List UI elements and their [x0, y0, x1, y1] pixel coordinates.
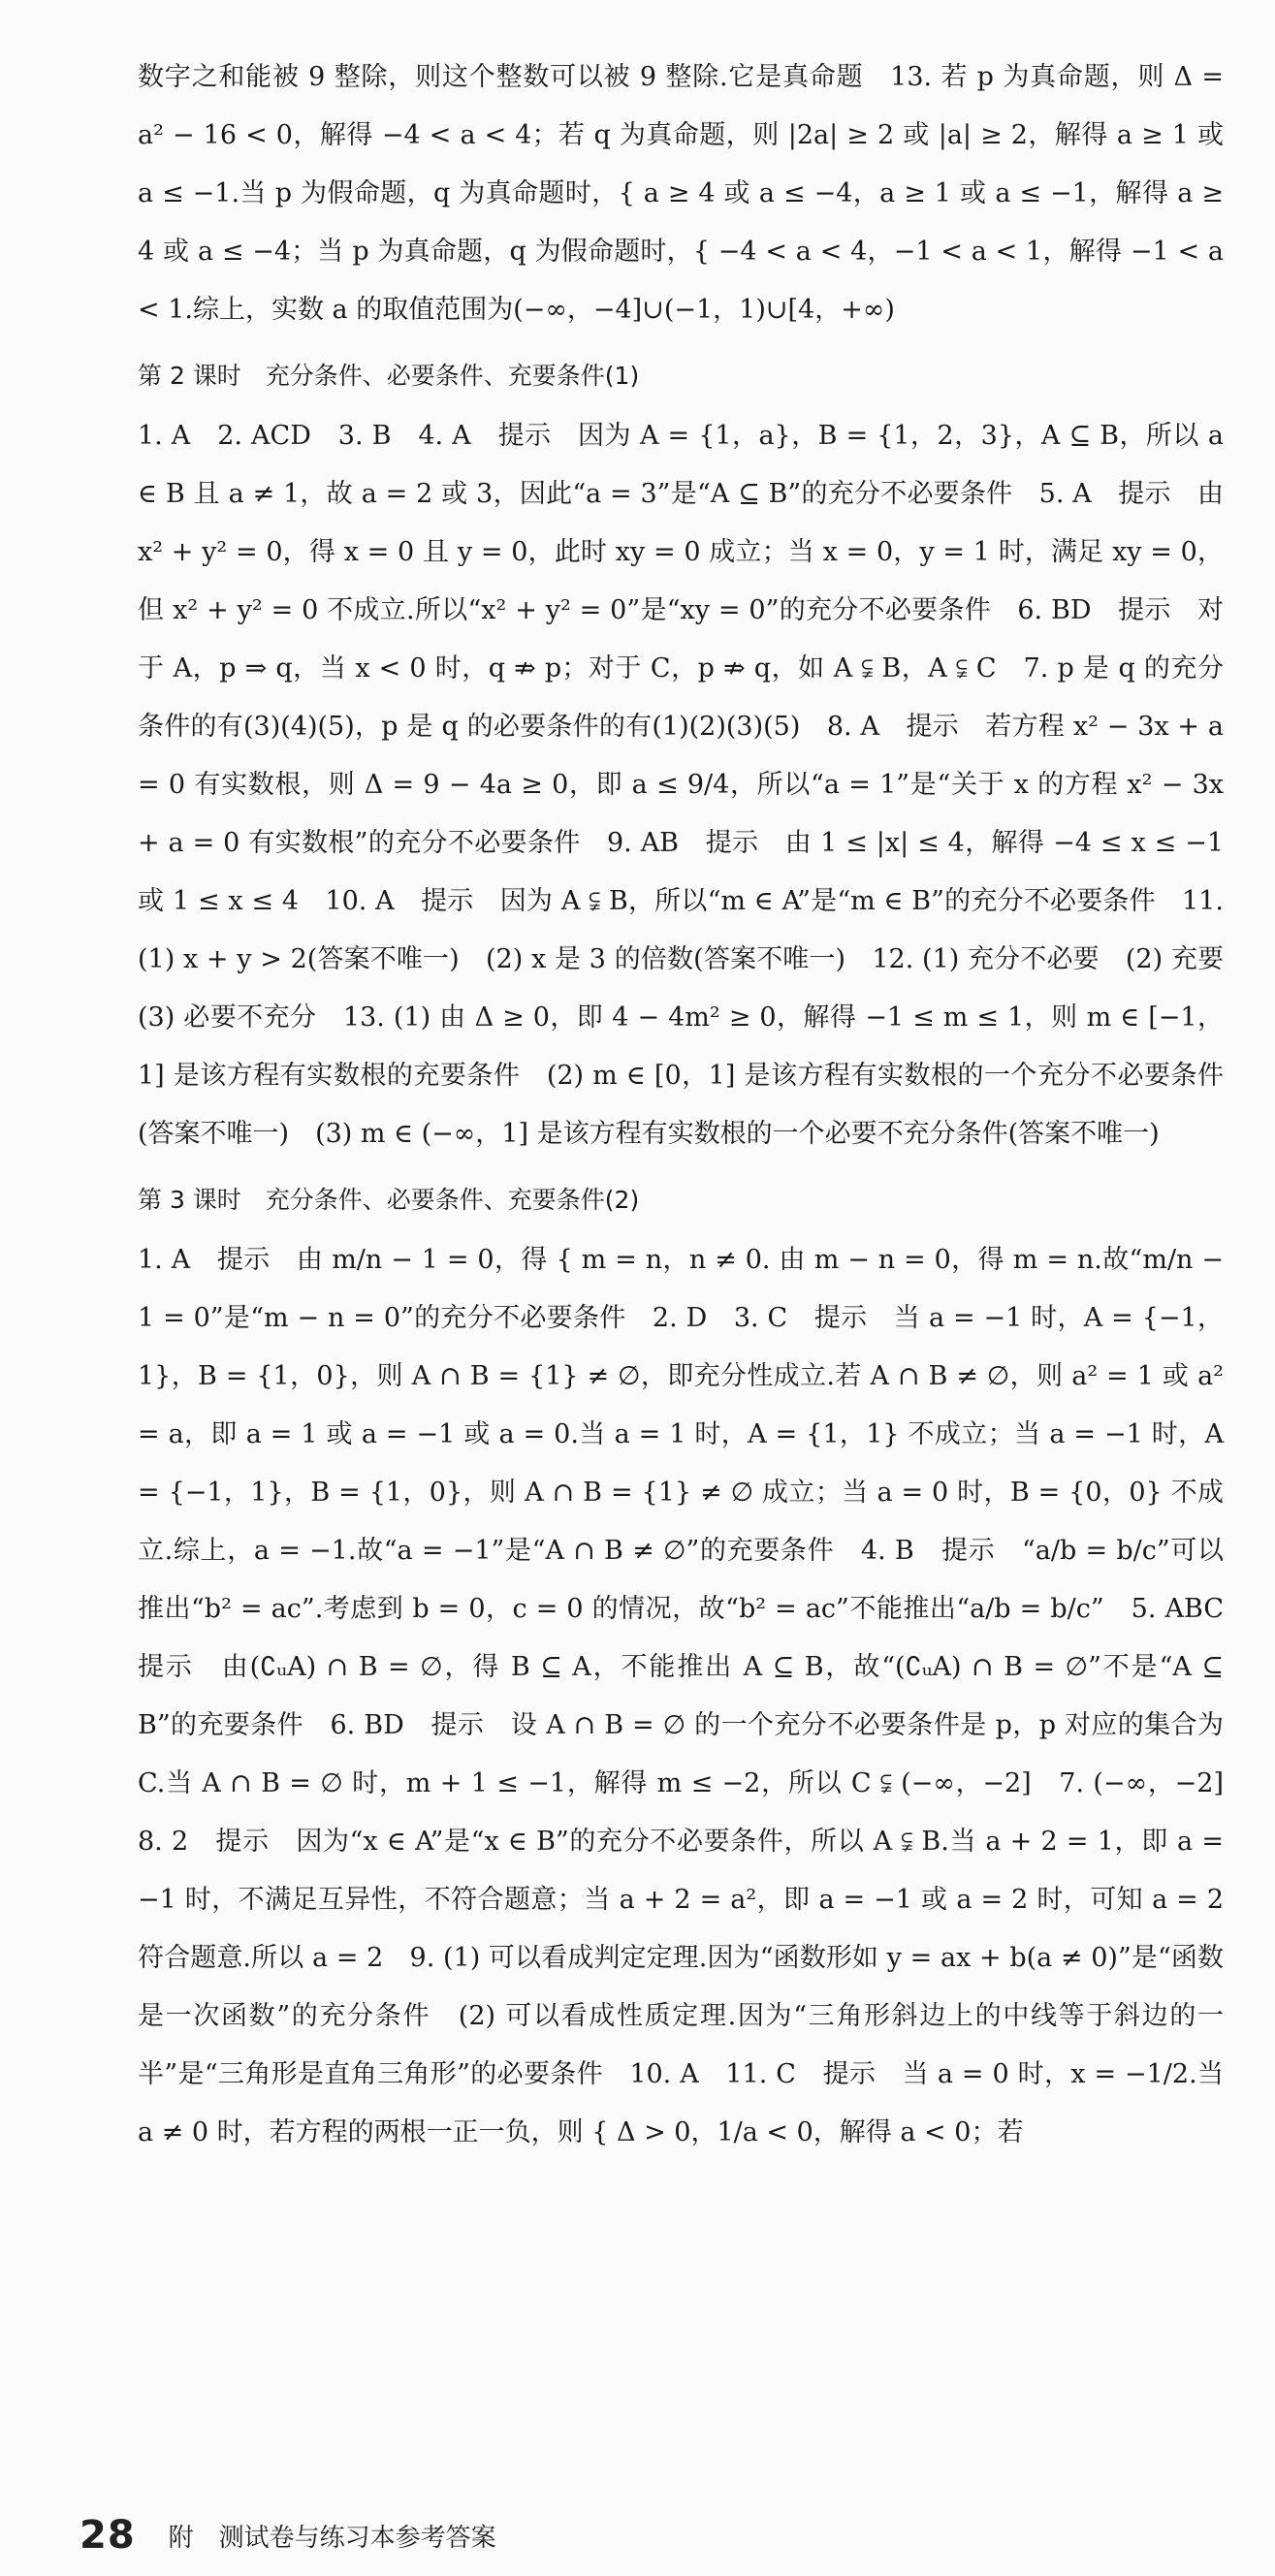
paragraph-lesson2-answers: 1. A 2. ACD 3. B 4. A 提示 因为 A = {1，a}，B = {1，2，3}，A ⊆ B，所以 a ∈ B 且 a ≠ 1，故 a = 2 或 3，因此“a = 3”是“A ⊆ B”的充分不必要条件 5. A 提示 由 x² + y² = 0，得 x = 0 且 y = 0，此时 xy = 0 成立；当 x = 0，y = 1 时，满足 xy = 0，但 x² + y² = 0 不成立.所以“x² + y² = 0”是“xy = 0”的充分不必要条件 6. BD 提示 对于 A，p ⇒ q，当 x < 0 时，q ⇏ p；对于 C，p ⇏ q，如 A ⫋ B，A ⫋ C 7. p 是 q 的充分条件的有(3)(4)(5)，p 是 q 的必要条件的有(1)(2)(3)(5) 8. A 提示 若方程 x² − 3x + a = 0 有实数根，则 Δ = 9 − 4a ≥ 0，即 a ≤ 9/4，所以“a = 1”是“关于 x 的方程 x² − 3x + a = 0 有实数根”的充分不必要条件 9. AB 提示 由 1 ≤ |x| ≤ 4，解得 −4 ≤ x ≤ −1 或 1 ≤ x ≤ 4 10. A 提示 因为 A ⫋ B，所以“m ∈ A”是“m ∈ B”的充分不必要条件 11. (1) x + y > 2(答案不唯一) (2) x 是 3 的倍数(答案不唯一) 12. (1) 充分不必要 (2) 充要 (3) 必要不充分 13. (1) 由 Δ ≥ 0，即 4 − 4m² ≥ 0，解得 −1 ≤ m ≤ 1，则 m ∈ [−1，1] 是该方程有实数根的充要条件 (2) m ∈ [0，1] 是该方程有实数根的一个充分不必要条件(答案不唯一) (3) m ∈ (−∞，1] 是该方程有实数根的一个必要不充分条件(答案不唯一)	[138, 421, 1250, 1149]
paragraph-lesson1-continued: 数字之和能被 9 整除，则这个整数可以被 9 整除.它是真命题 13. 若 p 为真命题，则 Δ = a² − 16 < 0，解得 −4 < a < 4；若 q 为真命题，则 |2a| ≥ 2 或 |a| ≥ 2，解得 a ≥ 1 或 a ≤ −1.当 p 为假命题，q 为真命题时，{ a ≥ 4 或 a ≤ −4，a ≥ 1 或 a ≤ −1，解得 a ≥ 4 或 a ≤ −4；当 p 为真命题，q 为假命题时，{ −4 < a < 4，−1 < a < 1，解得 −1 < a < 1.综上，实数 a 的取值范围为(−∞，−4]∪(−1，1)∪[4，+∞)	[138, 62, 1224, 325]
page-number: 28	[80, 2513, 136, 2558]
section-heading-lesson3: 第 3 课时 充分条件、必要条件、充要条件(2)	[138, 1186, 640, 1214]
paragraph-lesson3-answers: 1. A 提示 由 m/n − 1 = 0，得 { m = n，n ≠ 0. 由 m − n = 0，得 m = n.故“m/n − 1 = 0”是“m − n = 0”的充分不必要条件 2. D 3. C 提示 当 a = −1 时，A = {−1，1}，B = {1，0}，则 A ∩ B = {1} ≠ ∅，即充分性成立.若 A ∩ B ≠ ∅，则 a² = 1 或 a² = a，即 a = 1 或 a = −1 或 a = 0.当 a = 1 时，A = {1，1} 不成立；当 a = −1 时，A = {−1，1}，B = {1，0}，则 A ∩ B = {1} ≠ ∅ 成立；当 a = 0 时，B = {0，0} 不成立.综上，a = −1.故“a = −1”是“A ∩ B ≠ ∅”的充要条件 4. B 提示 “a/b = b/c”可以推出“b² = ac”.考虑到 b = 0，c = 0 的情况，故“b² = ac”不能推出“a/b = b/c” 5. ABC 提示 由(∁ᵤA) ∩ B = ∅，得 B ⊆ A，不能推出 A ⊆ B，故“(∁ᵤA) ∩ B = ∅”不是“A ⊆ B”的充要条件 6. BD 提示 设 A ∩ B = ∅ 的一个充分不必要条件是 p，p 对应的集合为 C.当 A ∩ B = ∅ 时，m + 1 ≤ −1，解得 m ≤ −2，所以 C ⫋ (−∞，−2] 7. (−∞，−2] 8. 2 提示 因为“x ∈ A”是“x ∈ B”的充分不必要条件，所以 A ⫋ B.当 a + 2 = 1，即 a = −1 时，不满足互异性，不符合题意；当 a + 2 = a²，即 a = −1 或 a = 2 时，可知 a = 2 符合题意.所以 a = 2 9. (1) 可以看成判定定理.因为“函数形如 y = ax + b(a ≠ 0)”是“函数是一次函数”的充分条件 (2) 可以看成性质定理.因为“三角形斜边上的中线等于斜边的一半”是“三角形是直角三角形”的必要条件 10. A 11. C 提示 当 a = 0 时，x = −1/2.当 a ≠ 0 时，若方程的两根一正一负，则 { Δ > 0，1/a < 0，解得 a < 0；若	[138, 1245, 1250, 2147]
page-footer	[80, 2511, 952, 2560]
section-heading-lesson2: 第 2 课时 充分条件、必要条件、充要条件(1)	[138, 362, 640, 390]
footer-label: 附 测试卷与练习本参考答案	[168, 2523, 496, 2553]
answer-content	[138, 48, 1250, 2162]
